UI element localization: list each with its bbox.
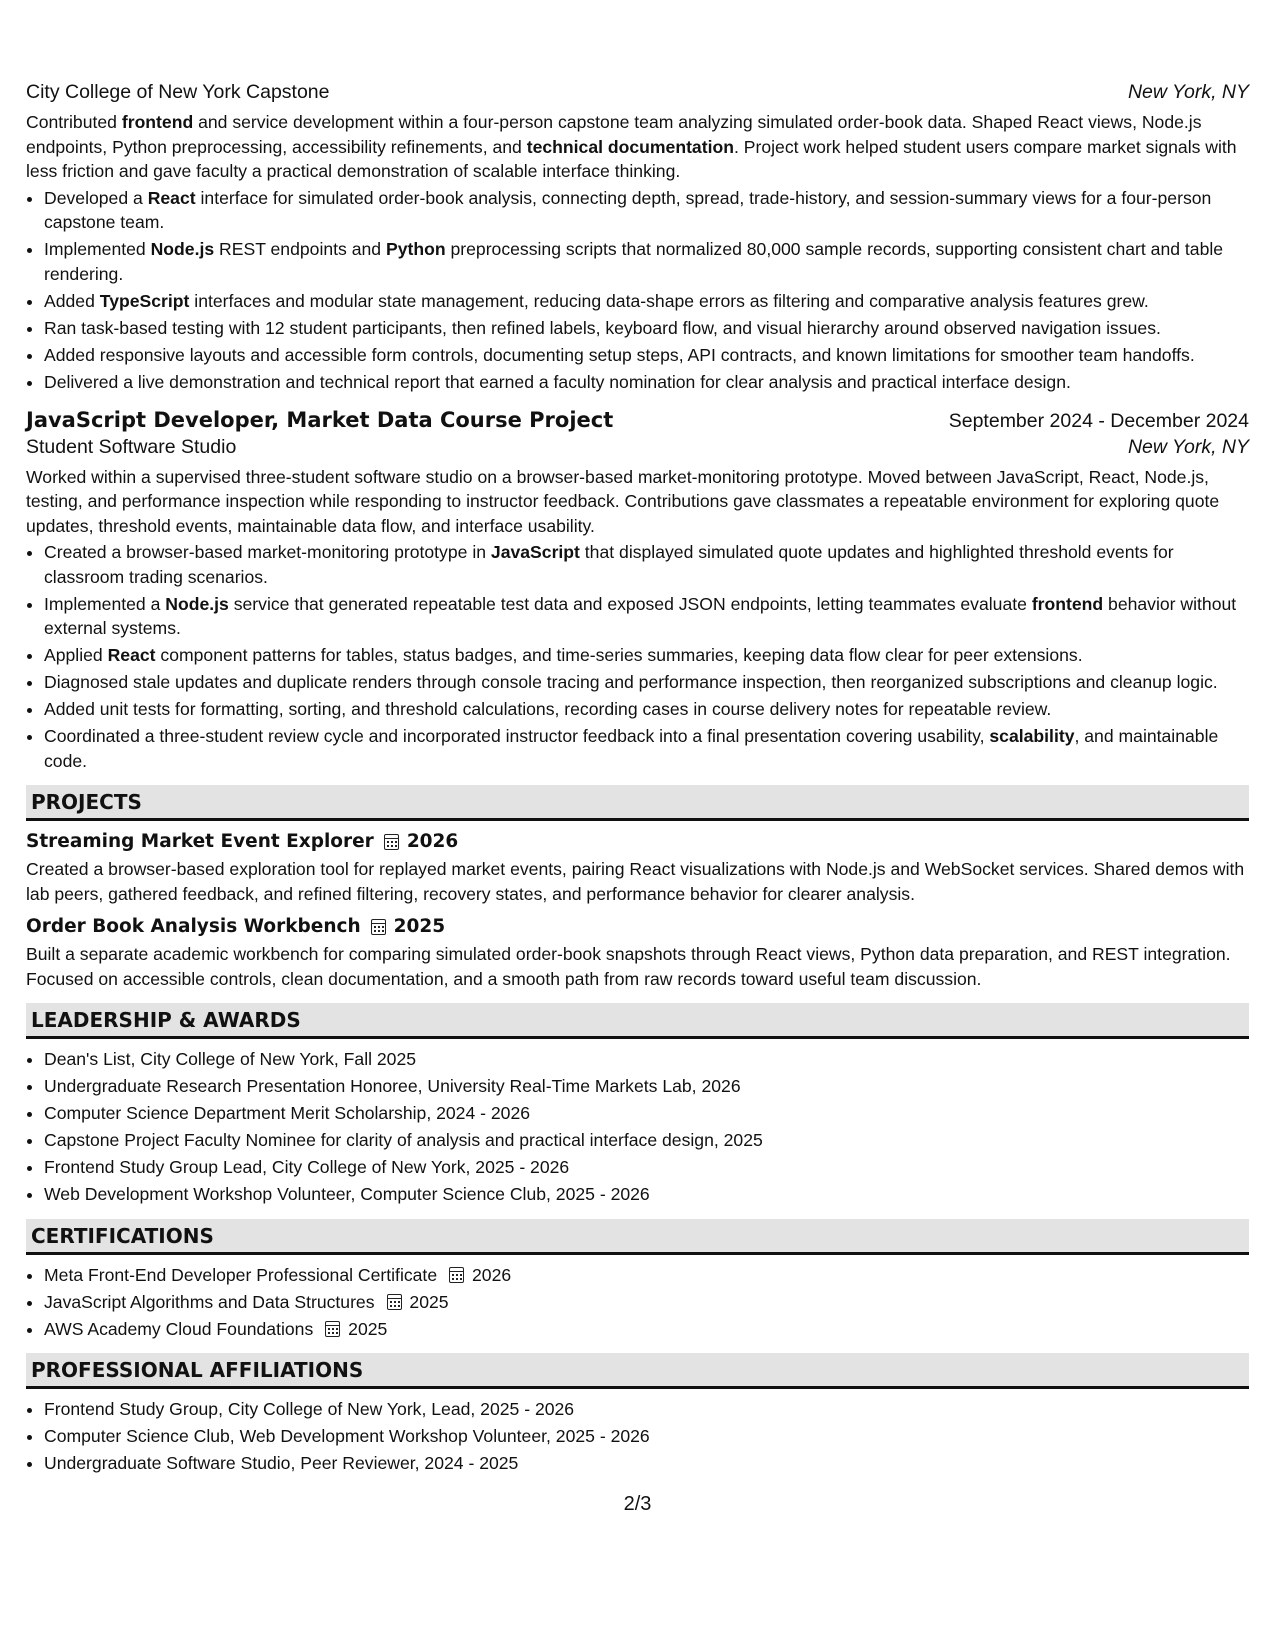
project-year: 2025 [393,916,446,937]
js-role-summary [26,465,1249,539]
calendar-icon [387,1294,402,1310]
emphasized-text: TypeScript [99,290,190,311]
list-item [44,343,1249,368]
affiliations-list [26,1397,1249,1476]
calendar-icon [384,834,399,850]
text-run: REST endpoints and [214,239,386,259]
certifications-list [26,1263,1249,1342]
emphasized-text: Node.js [165,593,229,614]
list-item [44,186,1249,235]
text-run: Added unit tests for formatting, sorting, and threshold calculations, recording cases in course delivery notes for repeatable review. [44,699,1052,719]
js-role-dates: September 2024 - December 2024 [948,409,1249,432]
text-run: preprocessing scripts that normalized 80,000 sample records, supporting consistent chart and table rendering. [44,239,1224,284]
projects-heading: PROJECTS [26,785,1249,821]
certifications-heading: CERTIFICATIONS [26,1219,1249,1255]
list-item [44,316,1249,341]
text-run: Added responsive layouts and accessible form controls, documenting setup steps, API contracts, and known limitations for smoother team handoffs. [44,344,1195,365]
project-title: Order Book Analysis Workbench [26,916,361,937]
list-item [44,670,1249,695]
list-item: • Dean's List, City College of New York, Fall 2025 [44,1047,1249,1072]
awards-heading: LEADERSHIP & AWARDS [26,1003,1249,1039]
text-run: and service development within a four-person capstone team analyzing simulated order-book data. Shaped React views, Node.js endpoints, Python preprocessing, accessibility refinements, and [26,112,1202,157]
project-description: Built a separate academic workbench for comparing simulated order-book snapshots through React views, Python data preparation, and REST integration. Focused on accessible controls, clean documentation, and a smooth path from raw records toward useful team discussion. [26,944,1231,989]
list-item [44,1317,1249,1342]
text-run: . Project work helped student users compare market signals with less friction and gave faculty a practical demonstration of scalable interface thinking. [26,136,1237,181]
list-item: • Frontend Study Group Lead, City College of New York, 2025 - 2026 [44,1155,1249,1180]
list-item [44,724,1249,773]
project-description: Created a browser-based exploration tool for replayed market events, pairing React visualizations with Node.js and WebSocket services. Shared demos with lab peers, gathered feedback, and refined filtering, recovery states, and performance behavior for clearer analysis. [26,859,1245,904]
capstone-summary [26,110,1249,184]
list-item: • Web Development Workshop Volunteer, Computer Science Club, 2025 - 2026 [44,1182,1249,1207]
js-role-org: Student Software Studio [26,435,237,458]
capstone-header [26,80,1249,104]
js-role-header [26,407,1249,433]
capstone-bullets [26,186,1249,395]
emphasized-text: React [147,187,196,208]
capstone-location: New York, NY [1127,81,1249,103]
text-run: Added [44,290,100,311]
list-item [44,1290,1249,1315]
capstone-org: City College of New York Capstone [26,81,330,103]
certification-year: 2025 [409,1291,449,1312]
text-run: that displayed simulated quote updates and highlighted threshold events for classroom trading scenarios. [44,542,1174,587]
list-item: • Undergraduate Software Studio, Peer Reviewer, 2024 - 2025 [44,1451,1249,1476]
text-run: Contributed [26,112,122,132]
text-run: interfaces and modular state management, reducing data-shape errors as filtering and comparative analysis features grew. [189,290,1149,311]
list-item: • Computer Science Department Merit Scholarship, 2024 - 2026 [44,1101,1249,1126]
project-item [26,829,1249,906]
certification-name: JavaScript Algorithms and Data Structures [44,1291,375,1312]
certification-year: 2025 [348,1318,388,1339]
certification-name: Meta Front-End Developer Professional Certificate [44,1264,438,1285]
list-item [44,289,1249,314]
js-role-bullets [26,540,1249,773]
project-item [26,914,1249,991]
resume-page [26,80,1249,1478]
list-item [44,1263,1249,1288]
certification-name: AWS Academy Cloud Foundations [44,1318,314,1339]
calendar-icon [325,1321,340,1337]
text-run: Delivered a live demonstration and technical report that earned a faculty nomination for clear analysis and practical interface design. [44,371,1071,392]
project-year: 2026 [406,831,459,852]
emphasized-text: frontend [121,112,194,132]
js-role-subheader [26,435,1249,459]
list-item: • Undergraduate Research Presentation Honoree, University Real-Time Markets Lab, 2026 [44,1074,1249,1099]
list-item [44,237,1249,286]
text-run: Developed a [44,187,148,208]
js-role-location: New York, NY [1127,435,1249,458]
awards-list [26,1047,1249,1207]
certification-year: 2026 [472,1264,512,1285]
list-item [44,540,1249,589]
list-item: • Frontend Study Group, City College of New York, Lead, 2025 - 2026 [44,1397,1249,1422]
js-role-title: JavaScript Developer, Market Data Course Project [26,407,614,432]
text-run: Diagnosed stale updates and duplicate renders through console tracing and performance inspection, then reorganized subscriptions and cleanup logic. [44,672,1218,692]
list-item [44,643,1249,668]
list-item [44,592,1249,641]
text-run: service that generated repeatable test data and exposed JSON endpoints, letting teammates evaluate [228,593,1032,614]
text-run: Worked within a supervised three-student software studio on a browser-based market-monitoring prototype. Moved between JavaScript, React, Node.js, testing, and performance inspection while responding to instructor feedback. Contributions gave classmates a repeatable environment for exploring quote updates, threshold events, maintainable data flow, and interface usability. [26,466,1220,536]
emphasized-text: Node.js [150,239,215,259]
text-run: , and maintainable code. [44,726,1219,771]
affiliations-heading: PROFESSIONAL AFFILIATIONS [26,1353,1249,1389]
emphasized-text: frontend [1031,593,1104,614]
list-item [44,370,1249,395]
page-number: 2/3 [623,1493,652,1515]
calendar-icon [371,919,386,935]
emphasized-text: scalability [989,726,1075,746]
list-item [44,697,1249,722]
text-run: Applied [44,645,108,665]
calendar-icon [449,1267,464,1283]
text-run: behavior without external systems. [44,593,1237,638]
text-run: Implemented [44,239,151,259]
emphasized-text: Python [385,239,446,259]
text-run: Implemented a [44,593,166,614]
emphasized-text: JavaScript [490,542,580,562]
list-item: • Capstone Project Faculty Nominee for clarity of analysis and practical interface design, 2025 [44,1128,1249,1153]
project-title: Streaming Market Event Explorer [26,831,374,852]
text-run: Coordinated a three-student review cycle and incorporated instructor feedback into a final presentation covering usability, [44,726,990,746]
emphasized-text: React [107,645,156,665]
text-run: interface for simulated order-book analysis, connecting depth, spread, trade-history, and session-summary views for a four-person capstone team. [44,187,1212,232]
text-run: component patterns for tables, status badges, and time-series summaries, keeping data flow clear for peer extensions. [155,645,1083,665]
list-item: • Computer Science Club, Web Development Workshop Volunteer, 2025 - 2026 [44,1424,1249,1449]
text-run: Created a browser-based market-monitoring prototype in [44,542,491,562]
text-run: Ran task-based testing with 12 student participants, then refined labels, keyboard flow, and visual hierarchy around observed navigation issues. [44,317,1161,338]
emphasized-text: technical documentation [526,136,734,157]
